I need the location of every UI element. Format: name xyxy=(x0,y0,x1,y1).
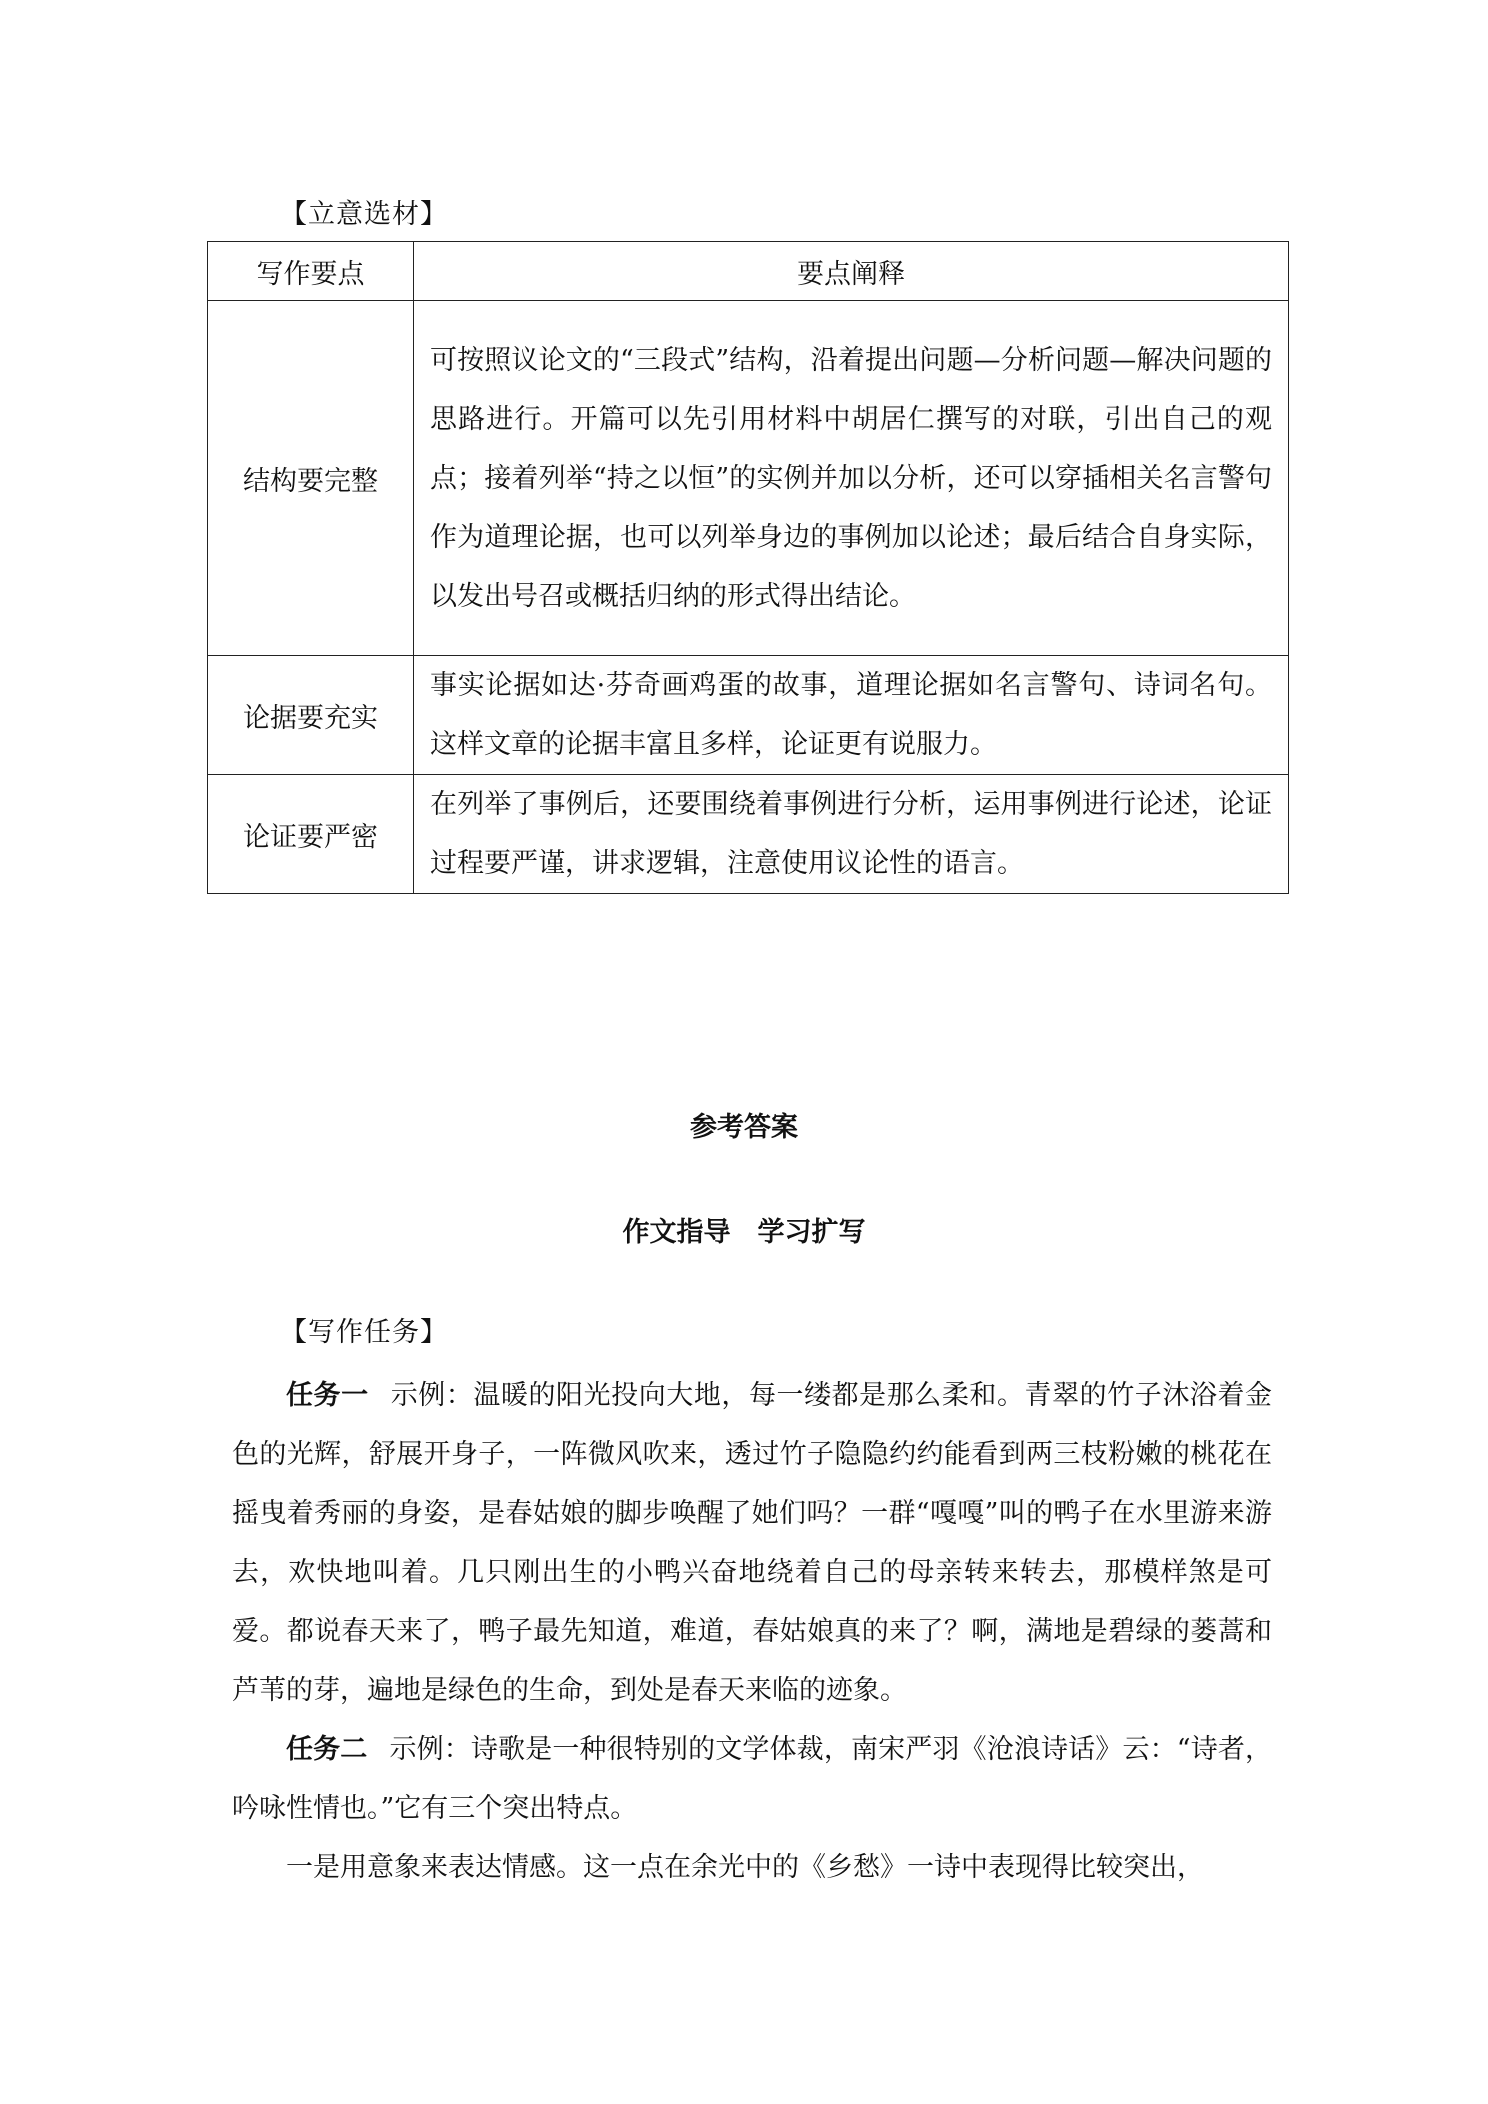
writing-guide-table xyxy=(207,241,1289,894)
table-header-row xyxy=(208,242,1289,301)
table-cell-desc: 在列举了事例后，还要围绕着事例进行分析，运用事例进行论述，论证过程要严谨，讲求逻辑，注意使用议论性的语言。 xyxy=(414,775,1289,894)
task-one-text: 示例：温暖的阳光投向大地，每一缕都是那么柔和。青翠的竹子沐浴着金色的光辉，舒展开身子，一阵微风吹来，透过竹子隐隐约约能看到两三枝粉嫩的桃花在摇曳着秀丽的身姿，是春姑娘的脚步唤醒了她们吗？一群“嘎嘎”叫的鸭子在水里游来游去，欢快地叫着。几只刚出生的小鸭兴奋地绕着自己的母亲转来转去，那模样煞是可爱。都说春天来了，鸭子最先知道，难道，春姑娘真的来了？啊，满地是碧绿的蒌蒿和芦苇的芽，遍地是绿色的生命，到处是春天来临的迹象。 xyxy=(232,1380,1273,1706)
table-cell-point: 论据要充实 xyxy=(208,656,414,775)
answer-body xyxy=(232,1366,1272,1897)
table-cell-desc: 事实论据如达·芬奇画鸡蛋的故事，道理论据如名言警句、诗词名句。这样文章的论据丰富且多样，论证更有说服力。 xyxy=(414,656,1289,775)
task-one-label: 任务一 xyxy=(286,1380,369,1411)
section-label-task: 【写作任务】 xyxy=(280,1317,448,1348)
answer-title: 参考答案 xyxy=(690,1112,798,1143)
table-header: 写作要点 xyxy=(208,242,414,301)
task-one-paragraph xyxy=(232,1366,1272,1720)
section-label-lizhi: 【立意选材】 xyxy=(280,199,448,230)
table-row xyxy=(208,775,1289,894)
task-two-paragraph xyxy=(232,1720,1272,1838)
table-cell-desc: 可按照议论文的“三段式”结构，沿着提出问题—分析问题—解决问题的思路进行。开篇可以先引用材料中胡居仁撰写的对联，引出自己的观点；接着列举“持之以恒”的实例并加以分析，还可以穿插相关名言警句作为道理论据，也可以列举身边的事例加以论述；最后结合自身实际，以发出号召或概括归纳的形式得出结论。 xyxy=(414,301,1289,656)
table-cell-point: 论证要严密 xyxy=(208,775,414,894)
table-row xyxy=(208,301,1289,656)
table-row xyxy=(208,656,1289,775)
answer-subtitle: 作文指导 学习扩写 xyxy=(622,1217,866,1248)
task-two-label: 任务二 xyxy=(286,1734,368,1765)
table-header: 要点阐释 xyxy=(414,242,1289,301)
table-cell-point: 结构要完整 xyxy=(208,301,414,656)
task-two-text: 示例：诗歌是一种很特别的文学体裁，南宋严羽《沧浪诗话》云：“诗者，吟咏性情也。”它有三个突出特点。 xyxy=(232,1734,1272,1824)
point-one-paragraph: 一是用意象来表达情感。这一点在余光中的《乡愁》一诗中表现得比较突出， xyxy=(286,1852,1204,1883)
